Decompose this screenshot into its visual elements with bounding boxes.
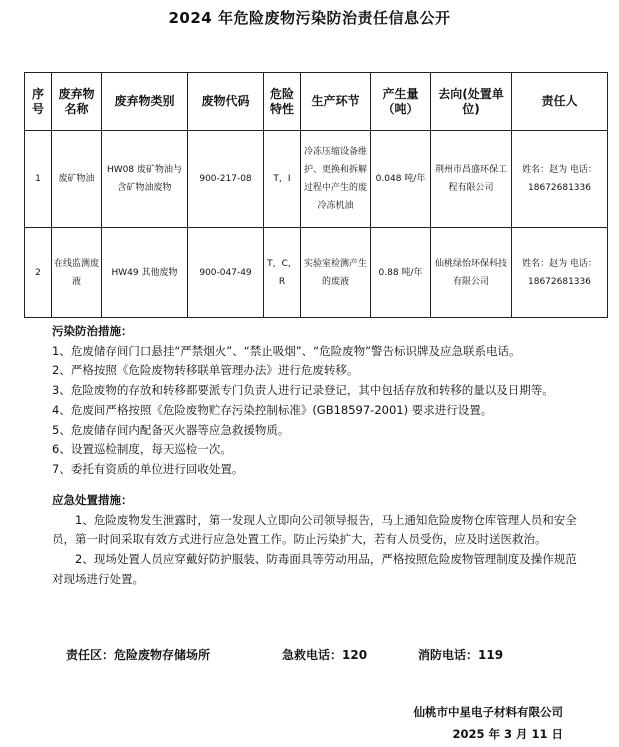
col-header-code: 废物代码 (188, 73, 264, 131)
fire-phone: 消防电话：119 (418, 648, 504, 662)
company-signature: 仙桃市中星电子材料有限公司 (413, 705, 563, 719)
emergency-measures-section (52, 491, 582, 590)
page-title: 2024 年危险废物污染防治责任信息公开 (168, 9, 451, 27)
col-header-amount: 产生量（吨） (371, 73, 431, 131)
emergency-item: 2、现场处置人员应穿戴好防护服装、防毒面具等劳动用品，严格按照危险废物管理制度及操作规范对现场进行处置。 (52, 552, 577, 586)
cell-process: 实验室检测产生的废液 (301, 228, 371, 318)
cell-name: 废矿物油 (52, 131, 102, 228)
pollution-measures-section (52, 322, 582, 480)
measure-item: 5、危废储存间内配备灭火器等应急救援物质。 (52, 422, 290, 437)
cell-code: 900-047-49 (188, 228, 264, 318)
cell-responsible: 姓名：赵为 电话：18672681336 (512, 228, 608, 318)
table-row (25, 131, 608, 228)
measure-item: 6、设置巡检制度，每天巡检一次。 (52, 442, 232, 457)
cell-category: HW49 其他废物 (102, 228, 188, 318)
emergency-phone: 急救电话：120 (282, 648, 368, 662)
measures-heading: 污染防治措施： (52, 324, 133, 338)
cell-name: 在线监测废液 (52, 228, 102, 318)
emergency-heading: 应急处置措施： (52, 493, 133, 507)
measure-item: 4、危废间严格按照《危险废物贮存污染控制标准》(GB18597-2001) 要求进行设置。 (52, 402, 493, 417)
measure-item: 1、危废储存间门口悬挂“严禁烟火”、“禁止吸烟”、“危险废物”警告标识牌及应急联系电话。 (52, 343, 521, 358)
col-header-hazard: 危险特性 (264, 73, 301, 131)
cell-responsible: 姓名：赵为 电话：18672681336 (512, 131, 608, 228)
measure-item: 3、危险废物的存放和转移都要派专门负责人进行记录登记，其中包括存放和转移的量以及日期等。 (52, 383, 554, 398)
col-header-responsible: 责任人 (512, 73, 608, 131)
emergency-item: 1、危险废物发生泄露时，第一发现人立即向公司领导报告，马上通知危险废物仓库管理人员和安全员，第一时间采取有效方式进行应急处置工作。防止污染扩大，若有人员受伤，应及时送医救治。 (52, 512, 577, 547)
signature-date: 2025 年 3 月 11 日 (452, 727, 563, 741)
cell-amount: 0.88 吨/年 (371, 228, 431, 318)
responsibility-area: 责任区：危险废物存储场所 (66, 648, 211, 662)
col-header-name: 废弃物名称 (52, 73, 102, 131)
measure-item: 7、委托有资质的单位进行回收处置。 (52, 461, 244, 476)
cell-hazard: T，C，R (264, 228, 301, 318)
table-row (25, 228, 608, 318)
cell-index: 1 (25, 131, 52, 228)
cell-category: HW08 废矿物油与含矿物油废物 (102, 131, 188, 228)
cell-hazard: T，I (264, 131, 301, 228)
cell-index: 2 (25, 228, 52, 318)
cell-destination: 荆州市昌盛环保工程有限公司 (431, 131, 512, 228)
col-header-process: 生产环节 (301, 73, 371, 131)
table-header-row (25, 73, 608, 131)
col-header-category: 废弃物类别 (102, 73, 188, 131)
col-header-destination: 去向(处置单位) (431, 73, 512, 131)
cell-code: 900-217-08 (188, 131, 264, 228)
col-header-index: 序号 (25, 73, 52, 131)
cell-process: 冷冻压缩设备维护、更换和拆解过程中产生的废冷冻机油 (301, 131, 371, 228)
cell-destination: 仙桃绿怡环保科技有限公司 (431, 228, 512, 318)
measure-item: 2、严格按照《危险废物转移联单管理办法》进行危废转移。 (52, 363, 359, 378)
cell-amount: 0.048 吨/年 (371, 131, 431, 228)
waste-info-table (24, 72, 608, 318)
